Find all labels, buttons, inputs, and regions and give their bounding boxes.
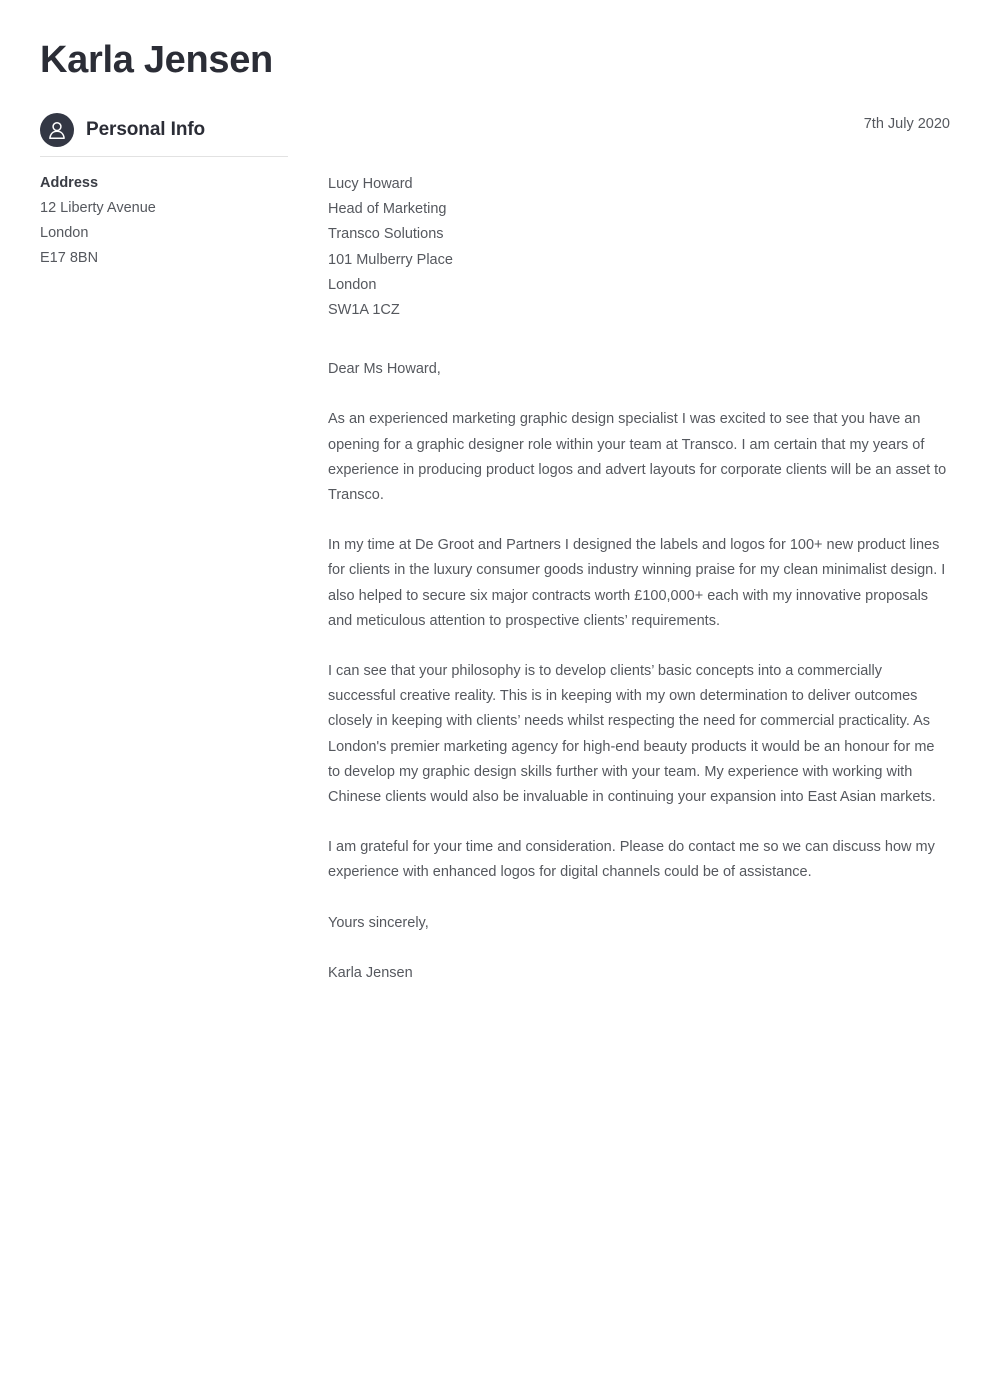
letter-paragraph: In my time at De Groot and Partners I designed the labels and logos for 100+ new product lines for clients in the luxury consumer goods industry winning praise for my clean minimalist design. I also helped to secure six major contracts worth £100,000+ each with my innovative proposals and meticulous attention to prospective clients’ requirements. bbox=[328, 537, 946, 629]
recipient-line: Head of Marketing bbox=[328, 201, 447, 218]
address-line: London bbox=[40, 225, 89, 241]
sidebar bbox=[40, 112, 290, 271]
sign-off: Yours sincerely, bbox=[328, 914, 429, 931]
personal-info-section-title: Personal Info bbox=[86, 119, 206, 140]
letter-paragraph: I can see that your philosophy is to develop clients’ basic concepts into a commercially successful creative reality. This is in keeping with my own determination to deliver outcomes closely in keeping with clients’ needs whilst respecting the need for commercial practicality. As London's premier marketing agency for high-end beauty products it would be an honour for me to develop my graphic design skills further with your team. My experience with working with Chinese clients would also be invaluable in continuing your expansion into East Asian markets. bbox=[328, 663, 936, 806]
recipient-line: London bbox=[328, 276, 377, 293]
recipient-line: Lucy Howard bbox=[328, 176, 413, 192]
address-block bbox=[40, 171, 290, 271]
recipient-line: Transco Solutions bbox=[328, 226, 444, 243]
recipient-line: SW1A 1CZ bbox=[328, 302, 400, 319]
letter-body bbox=[328, 112, 950, 986]
signature-name: Karla Jensen bbox=[328, 964, 413, 981]
salutation: Dear Ms Howard, bbox=[328, 361, 441, 378]
letter-date: 7th July 2020 bbox=[863, 116, 950, 132]
letter-paragraph: As an experienced marketing graphic design specialist I was excited to see that you have an opening for a graphic designer role within your team at Transco. I am certain that my years of experience in producing product logos and advert layouts for corporate clients will be an asset to Transco. bbox=[328, 411, 947, 504]
address-line: E17 8BN bbox=[40, 250, 99, 266]
page-title: Karla Jensen bbox=[40, 39, 273, 81]
recipient-address-block bbox=[328, 172, 950, 323]
letter-paragraph: I am grateful for your time and consideration. Please do contact me so we can discuss how my experience with enhanced logos for digital channels could be of assistance. bbox=[328, 839, 935, 881]
section-divider bbox=[40, 156, 288, 157]
address-label: Address bbox=[40, 175, 99, 191]
personal-info-section-header bbox=[40, 112, 290, 148]
person-icon bbox=[40, 113, 74, 147]
recipient-line: 101 Mulberry Place bbox=[328, 251, 453, 268]
address-line: 12 Liberty Avenue bbox=[40, 200, 156, 216]
